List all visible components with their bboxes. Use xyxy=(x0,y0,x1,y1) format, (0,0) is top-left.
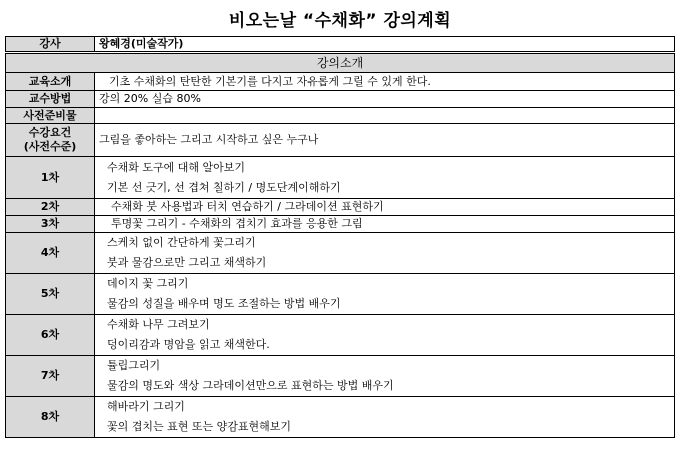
info-label-education: 교육소개 xyxy=(6,73,95,91)
instructor-value: 왕혜경(미술작가) xyxy=(95,37,675,53)
session-row-8 xyxy=(6,397,675,438)
info-label-method: 교수방법 xyxy=(6,91,95,108)
session-label-4: 4차 xyxy=(6,233,95,274)
session-label-8: 8차 xyxy=(6,397,95,438)
lecture-plan-table xyxy=(5,36,675,438)
session-row-4 xyxy=(6,233,675,274)
instructor-row xyxy=(6,37,675,53)
info-row-education xyxy=(6,73,675,91)
session-row-1 xyxy=(6,157,675,199)
session-label-3: 3차 xyxy=(6,216,95,233)
session-5-line-1: 데이지 꽃 그리기 xyxy=(107,277,189,290)
session-3-line-1: 투명꽃 그리기 - 수채화의 겹치기 효과를 응용한 그림 xyxy=(95,216,675,233)
info-value-education: 기초 수채화의 탄탄한 기본기를 다지고 자유롭게 그릴 수 있게 한다. xyxy=(95,73,675,91)
session-row-3 xyxy=(6,216,675,233)
session-1-line-2: 기본 선 긋기, 선 겹쳐 칠하기 / 명도단계이해하기 xyxy=(107,180,341,194)
session-8-line-2: 꽃의 겹치는 표현 또는 양감표현해보기 xyxy=(107,420,292,433)
session-row-7 xyxy=(6,356,675,397)
info-value-method: 강의 20% 실습 80% xyxy=(95,91,675,108)
session-5-line-2: 물감의 성질을 배우며 명도 조절하는 방법 배우기 xyxy=(107,297,341,310)
session-7-line-1: 튤립그리기 xyxy=(107,359,161,372)
session-6-line-1: 수채화 나무 그려보기 xyxy=(107,318,210,331)
session-8-line-1: 해바라기 그리기 xyxy=(107,400,185,413)
session-label-5: 5차 xyxy=(6,274,95,315)
section-header: 강의소개 xyxy=(6,53,675,73)
info-label-requirements-line2: (사전수준) xyxy=(23,140,77,153)
session-6-line-2: 덩이리감과 명암을 읽고 채색한다. xyxy=(107,338,270,351)
page-title: 비오는날 “수채화” 강의계획 xyxy=(228,11,452,31)
info-row-method xyxy=(6,91,675,108)
info-label-materials: 사전준비물 xyxy=(6,108,95,124)
info-label-requirements-line1: 수강요건 xyxy=(28,126,72,139)
session-label-7: 7차 xyxy=(6,356,95,397)
session-label-1: 1차 xyxy=(6,157,95,199)
info-row-requirements xyxy=(6,124,675,157)
session-label-6: 6차 xyxy=(6,315,95,356)
info-row-materials xyxy=(6,108,675,124)
session-label-2: 2차 xyxy=(6,199,95,216)
session-2-line-1: 수채화 붓 사용법과 터치 연습하기 / 그라데이션 표현하기 xyxy=(95,199,675,216)
info-label-requirements xyxy=(6,124,95,157)
instructor-label: 강사 xyxy=(6,37,95,53)
section-header-row xyxy=(6,53,675,73)
session-4-line-1: 스케치 없이 간단하게 꽃그리기 xyxy=(107,236,256,249)
session-4-line-2: 붓과 물감으로만 그리고 채색하기 xyxy=(107,256,267,269)
session-row-2 xyxy=(6,199,675,216)
session-1-line-1: 수채화 도구에 대해 알아보기 xyxy=(107,160,246,174)
session-row-5 xyxy=(6,274,675,315)
session-7-line-2: 물감의 명도와 색상 그라데이션만으로 표현하는 방법 배우기 xyxy=(107,379,394,392)
info-value-materials xyxy=(95,108,675,124)
session-row-6 xyxy=(6,315,675,356)
info-value-requirements: 그림을 좋아하는 그리고 시작하고 싶은 누구나 xyxy=(95,124,675,157)
